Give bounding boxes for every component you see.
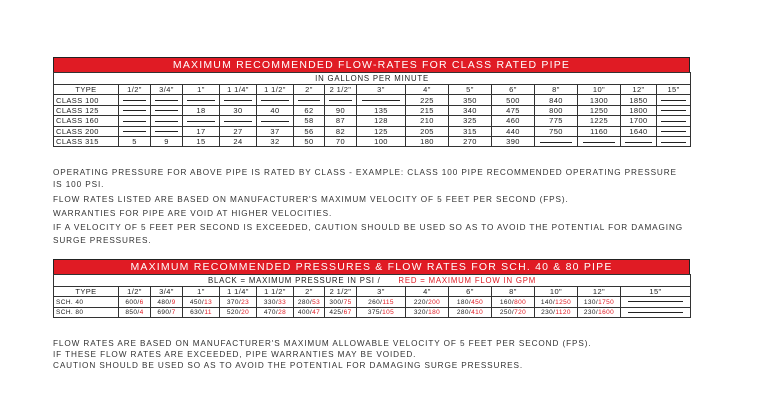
table-cell: 30 (220, 105, 257, 115)
table-cell (183, 95, 220, 105)
table-cell (151, 297, 183, 307)
max-pressure-psi: 230/ (541, 308, 556, 316)
not-available-dash (155, 100, 178, 101)
table-cell: 128 (357, 116, 406, 126)
table-cell: 58 (294, 116, 325, 126)
table-cell (119, 297, 151, 307)
not-available-dash (661, 110, 686, 111)
table-cell: 24 (220, 136, 257, 146)
schedule-pipe-table (53, 259, 690, 318)
not-available-dash (187, 121, 215, 122)
max-flow-gpm: 410 (471, 308, 484, 316)
max-flow-gpm: 11 (204, 308, 212, 316)
max-pressure-psi: 280/ (297, 298, 313, 306)
table-cell: 315 (449, 126, 492, 136)
max-flow-gpm: 115 (382, 298, 394, 306)
column-header: 10" (578, 85, 621, 95)
max-pressure-psi: 250/ (499, 308, 515, 316)
column-header: 2" (294, 287, 325, 297)
max-flow-gpm: 1600 (598, 308, 615, 316)
table-cell (325, 297, 357, 307)
not-available-dash (661, 131, 686, 132)
note-line: WARRANTIES FOR PIPE ARE VOID AT HIGHER VELOCITIES. (53, 209, 333, 218)
legend-black: BLACK = MAXIMUM PRESSURE IN PSI / (207, 276, 381, 285)
table-cell: 225 (406, 95, 449, 105)
note-line: CAUTION SHOULD BE USED SO AS TO AVOID THE POTENTIAL FOR DAMAGING SURGE PRESSURES. (53, 361, 524, 370)
table1-subtitle: IN GALLONS PER MINUTE (54, 73, 691, 85)
table-cell (257, 116, 294, 126)
row-type-label: CLASS 100 (54, 95, 119, 105)
table-cell (578, 307, 621, 317)
table-cell (119, 105, 151, 115)
table-cell (657, 95, 691, 105)
table-cell: 750 (535, 126, 578, 136)
max-flow-gpm: 53 (312, 298, 321, 306)
column-header: 2" (294, 85, 325, 95)
max-pressure-psi: 140/ (540, 298, 556, 306)
max-pressure-psi: 220/ (413, 298, 429, 306)
note-line: FLOW RATES ARE BASED ON MANUFACTURER'S MAXIMUM ALLOWABLE VELOCITY OF 5 FEET PER SECOND (FPS). (53, 339, 592, 348)
table-cell: 775 (535, 116, 578, 126)
table-cell: 205 (406, 126, 449, 136)
not-available-dash (261, 121, 289, 122)
table-cell (220, 95, 257, 105)
max-flow-gpm: 23 (241, 298, 250, 306)
table-cell (492, 307, 535, 317)
max-flow-gpm: 800 (514, 298, 527, 306)
max-pressure-psi: 630/ (190, 308, 205, 316)
max-pressure-psi: 130/ (583, 298, 599, 306)
max-pressure-psi: 280/ (456, 308, 472, 316)
not-available-dash (628, 301, 684, 302)
table-cell: 9 (151, 136, 183, 146)
table-cell: 125 (357, 126, 406, 136)
table-cell (449, 307, 492, 317)
table-cell: 1700 (621, 116, 657, 126)
table-cell (657, 136, 691, 146)
table-cell (119, 116, 151, 126)
not-available-dash (123, 100, 146, 101)
table-cell (151, 116, 183, 126)
column-header: 10" (535, 287, 578, 297)
table-cell: 82 (325, 126, 357, 136)
table-cell (578, 297, 621, 307)
class-pipe-flow-table (53, 57, 690, 147)
column-header: 1 1/4" (220, 85, 257, 95)
table-cell: 27 (220, 126, 257, 136)
table-cell (535, 297, 578, 307)
max-flow-gpm: 180 (428, 308, 441, 316)
table-cell (119, 307, 151, 317)
row-type-label: CLASS 200 (54, 126, 119, 136)
table-cell (621, 307, 691, 317)
table-cell: 1225 (578, 116, 621, 126)
table-cell (535, 136, 578, 146)
table-cell: 270 (449, 136, 492, 146)
not-available-dash (362, 100, 400, 101)
max-pressure-psi: 375/ (367, 308, 383, 316)
not-available-dash (155, 110, 178, 111)
max-pressure-psi: 320/ (413, 308, 429, 316)
table-cell (220, 116, 257, 126)
not-available-dash (540, 142, 573, 143)
table-cell: 1800 (621, 105, 657, 115)
max-flow-gpm: 28 (278, 308, 287, 316)
table-cell: 18 (183, 105, 220, 115)
max-pressure-psi: 260/ (368, 298, 383, 306)
table1-title: MAXIMUM RECOMMENDED FLOW-RATES FOR CLASS RATED PIPE (53, 57, 690, 72)
max-flow-gpm: 450 (471, 298, 484, 306)
column-header: 2 1/2" (325, 287, 357, 297)
max-flow-gpm: 1750 (598, 298, 615, 306)
max-flow-gpm: 9 (171, 298, 176, 306)
max-flow-gpm: 47 (312, 308, 321, 316)
table-cell: 32 (257, 136, 294, 146)
column-header: 1 1/2" (257, 287, 294, 297)
not-available-dash (123, 110, 146, 111)
table-cell: 460 (492, 116, 535, 126)
column-header: 1/2" (119, 287, 151, 297)
column-header: 3" (357, 85, 406, 95)
row-type-label: CLASS 125 (54, 105, 119, 115)
row-type-label: CLASS 160 (54, 116, 119, 126)
column-header: 4" (406, 85, 449, 95)
column-header: 3/4" (151, 85, 183, 95)
column-header: 1 1/2" (257, 85, 294, 95)
max-flow-gpm: 6 (139, 298, 144, 306)
not-available-dash (261, 100, 289, 101)
table-cell: 340 (449, 105, 492, 115)
column-header: 1" (183, 85, 220, 95)
not-available-dash (583, 142, 616, 143)
not-available-dash (187, 100, 215, 101)
table-cell (183, 307, 220, 317)
max-pressure-psi: 450/ (189, 298, 205, 306)
table-cell: 800 (535, 105, 578, 115)
column-header: 12" (621, 85, 657, 95)
table-cell: 1250 (578, 105, 621, 115)
table-cell (657, 116, 691, 126)
max-flow-gpm: 20 (241, 308, 250, 316)
table-cell (492, 297, 535, 307)
table-cell: 210 (406, 116, 449, 126)
table-cell: 215 (406, 105, 449, 115)
not-available-dash (661, 142, 686, 143)
table-cell (325, 95, 357, 105)
table-header-row (54, 85, 691, 95)
table-cell: 135 (357, 105, 406, 115)
max-pressure-psi: 600/ (125, 298, 140, 306)
table-row (54, 116, 691, 126)
max-pressure-psi: 160/ (499, 298, 515, 306)
max-pressure-psi: 690/ (157, 308, 172, 316)
legend-red: RED = MAXIMUM FLOW IN GPM (398, 276, 537, 285)
column-header: 1/2" (119, 85, 151, 95)
max-pressure-psi: 470/ (263, 308, 279, 316)
note-line: FLOW RATES LISTED ARE BASED ON MANUFACTURER'S MAXIMUM VELOCITY OF 5 FEET PER SECOND (FPS). (53, 194, 569, 204)
table-cell (357, 95, 406, 105)
table-cell (151, 105, 183, 115)
max-flow-gpm: 67 (343, 308, 352, 316)
table-cell (449, 297, 492, 307)
max-flow-gpm: 75 (343, 298, 352, 306)
table-cell (657, 126, 691, 136)
table-cell: 1640 (621, 126, 657, 136)
column-header: 5" (449, 85, 492, 95)
table-cell (151, 95, 183, 105)
not-available-dash (329, 100, 352, 101)
table-cell: 440 (492, 126, 535, 136)
max-flow-gpm: 33 (278, 298, 287, 306)
table2-legend (54, 275, 691, 287)
max-pressure-psi: 180/ (456, 298, 472, 306)
note-line: OPERATING PRESSURE FOR ABOVE PIPE IS RATED BY CLASS - EXAMPLE: CLASS 100 PIPE RECOMMENDED OPERATING PRESSURE (53, 168, 677, 177)
table-cell (294, 307, 325, 317)
table-cell: 500 (492, 95, 535, 105)
column-header: 2 1/2" (325, 85, 357, 95)
not-available-dash (123, 121, 146, 122)
column-header: 8" (492, 287, 535, 297)
note-line: IF A VELOCITY OF 5 FEET PER SECOND IS EXCEEDED, CAUTION SHOULD BE USED SO AS TO AVOID THE POTENTIAL FOR DAMAGING (53, 222, 684, 232)
table-cell (657, 105, 691, 115)
max-flow-gpm: 105 (382, 308, 395, 316)
max-flow-gpm: 7 (171, 308, 176, 316)
table-cell (220, 307, 257, 317)
not-available-dash (628, 312, 684, 313)
table-cell (578, 136, 621, 146)
table-cell: 1160 (578, 126, 621, 136)
max-pressure-psi: 520/ (226, 308, 242, 316)
table-cell: 56 (294, 126, 325, 136)
max-flow-gpm: 13 (204, 298, 213, 306)
table-cell: 62 (294, 105, 325, 115)
column-header: TYPE (54, 85, 119, 95)
column-header: TYPE (54, 287, 119, 297)
column-header: 3/4" (151, 287, 183, 297)
max-pressure-psi: 330/ (263, 298, 279, 306)
max-pressure-psi: 850/ (125, 308, 140, 316)
max-flow-gpm: 4 (139, 308, 144, 316)
column-header: 1 1/4" (220, 287, 257, 297)
not-available-dash (224, 100, 252, 101)
column-header: 1" (183, 287, 220, 297)
table-row (54, 136, 691, 146)
table-cell (257, 307, 294, 317)
max-pressure-psi: 400/ (297, 308, 313, 316)
notes-block-2 (53, 338, 703, 371)
row-type-label: SCH. 40 (54, 297, 119, 307)
table-cell: 5 (119, 136, 151, 146)
table-cell (294, 95, 325, 105)
table-cell (621, 297, 691, 307)
table-cell: 100 (357, 136, 406, 146)
table-cell: 15 (183, 136, 220, 146)
table-cell (119, 95, 151, 105)
table-cell (183, 297, 220, 307)
table-cell (357, 297, 406, 307)
not-available-dash (661, 100, 686, 101)
table-row (54, 95, 691, 105)
not-available-dash (155, 131, 178, 132)
table2-title: MAXIMUM RECOMMENDED PRESSURES & FLOW RATES FOR SCH. 40 & 80 PIPE (53, 259, 690, 274)
max-flow-gpm: 1120 (555, 308, 571, 316)
table-cell (119, 126, 151, 136)
max-pressure-psi: 230/ (583, 308, 599, 316)
table-cell (151, 307, 183, 317)
table-cell: 1850 (621, 95, 657, 105)
table-header-row (54, 287, 691, 297)
table-cell: 17 (183, 126, 220, 136)
table-cell (220, 297, 257, 307)
note-line: IS 100 PSI. (53, 180, 105, 189)
table-row (54, 297, 691, 307)
row-type-label: CLASS 315 (54, 136, 119, 146)
table-cell: 50 (294, 136, 325, 146)
table-row (54, 307, 691, 317)
table-cell (183, 116, 220, 126)
column-header: 15" (621, 287, 691, 297)
table-cell: 180 (406, 136, 449, 146)
table-cell (535, 307, 578, 317)
table-cell: 87 (325, 116, 357, 126)
table-cell (294, 297, 325, 307)
max-pressure-psi: 425/ (329, 308, 344, 316)
column-header: 15" (657, 85, 691, 95)
table-cell (257, 95, 294, 105)
not-available-dash (155, 121, 178, 122)
table-cell: 840 (535, 95, 578, 105)
max-flow-gpm: 720 (514, 308, 527, 316)
column-header: 12" (578, 287, 621, 297)
table-cell (357, 307, 406, 317)
table-cell (621, 136, 657, 146)
note-line: SURGE PRESSURES. (53, 236, 152, 245)
note-line: IF THESE FLOW RATES ARE EXCEEDED, PIPE WARRANTIES MAY BE VOIDED. (53, 350, 417, 359)
column-header: 3" (357, 287, 406, 297)
table-row (54, 126, 691, 136)
not-available-dash (298, 100, 320, 101)
max-pressure-psi: 370/ (226, 298, 242, 306)
not-available-dash (123, 131, 146, 132)
table-cell: 1300 (578, 95, 621, 105)
column-header: 8" (535, 85, 578, 95)
table-cell (325, 307, 357, 317)
max-pressure-psi: 480/ (157, 298, 172, 306)
max-flow-gpm: 200 (428, 298, 441, 306)
column-header: 6" (492, 85, 535, 95)
column-header: 6" (449, 287, 492, 297)
not-available-dash (661, 121, 686, 122)
table-cell (257, 297, 294, 307)
table-cell: 70 (325, 136, 357, 146)
table-cell: 350 (449, 95, 492, 105)
table-row (54, 105, 691, 115)
max-pressure-psi: 300/ (329, 298, 344, 306)
max-flow-gpm: 1250 (555, 298, 572, 306)
column-header: 4" (406, 287, 449, 297)
table-cell: 390 (492, 136, 535, 146)
notes-block-1 (53, 166, 703, 248)
table-cell (406, 297, 449, 307)
table-cell: 325 (449, 116, 492, 126)
not-available-dash (224, 121, 252, 122)
table-cell: 40 (257, 105, 294, 115)
table-cell: 37 (257, 126, 294, 136)
row-type-label: SCH. 80 (54, 307, 119, 317)
not-available-dash (625, 142, 652, 143)
table-cell: 475 (492, 105, 535, 115)
table-cell: 90 (325, 105, 357, 115)
table-cell (151, 126, 183, 136)
table-cell (406, 307, 449, 317)
